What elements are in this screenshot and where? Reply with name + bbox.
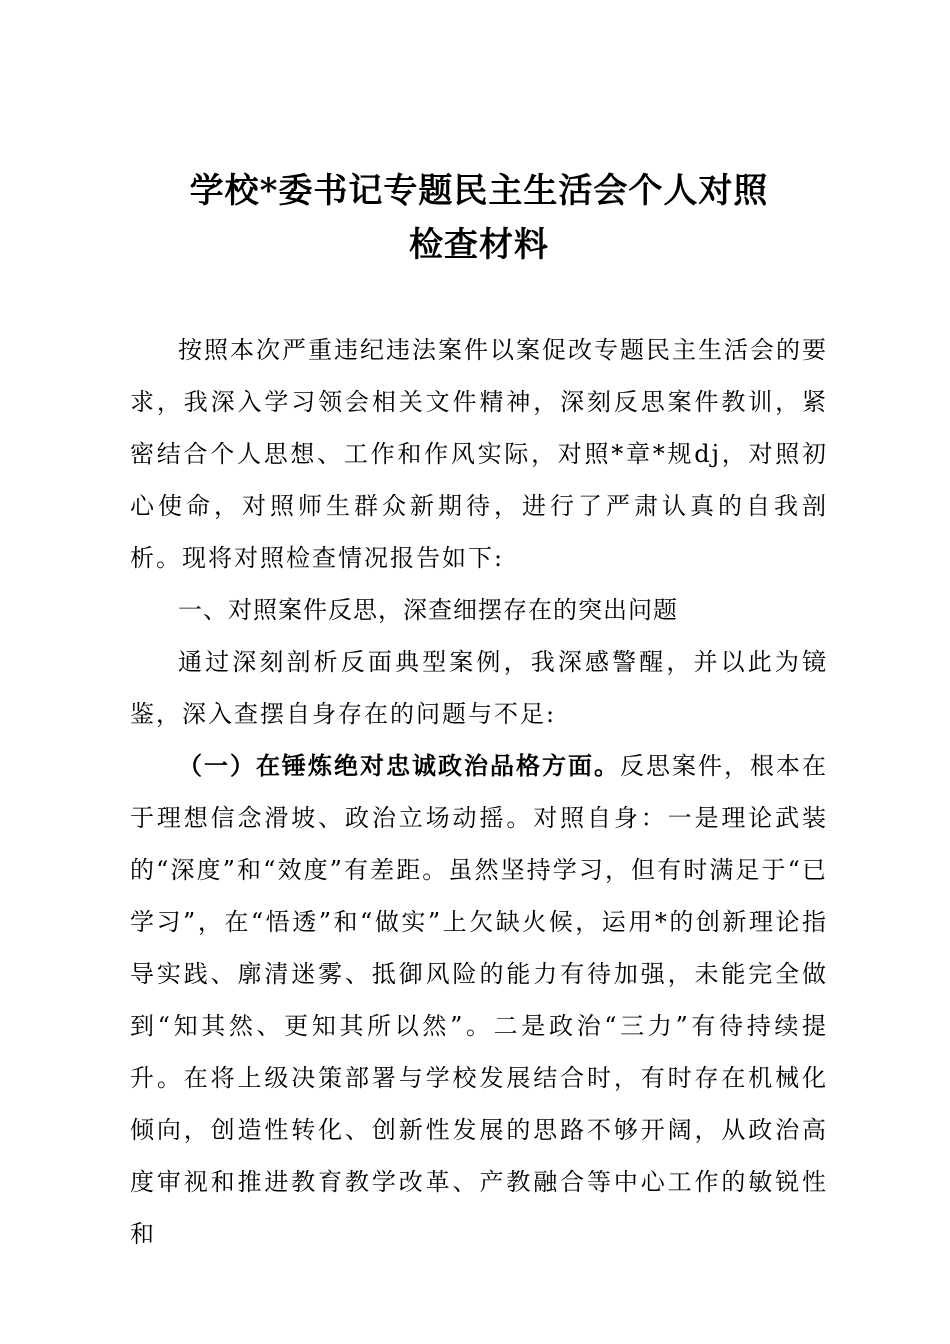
document-title-line-1: 学校*委书记专题民主生活会个人对照 [189,171,769,211]
subsection-1-text: 反思案件，根本在于理想信念滑坡、政治立场动摇。对照自身：一是理论武装的“深度”和“效度”有差距。虽然坚持学习，但有时满足于“已学习”，在“悟透”和“做实”上欠缺火候，运用*的创新理论指导实践、廓清迷雾、抵御风险的能力有待加强，未能完全做到“知其然、更知其所以然”。二是政治“三力”有待持续提升。在将上级决策部署与学校发展结合时，有时存在机械化倾向，创造性转化、创新性发展的思路不够开阔，从政治高度审视和推进教育教学改革、产教融合等中心工作的敏锐性和 [130,752,828,1248]
section-1-heading: 一、对照案件反思，深查细摆存在的突出问题 [178,596,678,624]
intro-paragraph: 按照本次严重违纪违法案件以案促改专题民主生活会的要求，我深入学习领会相关文件精神，深刻反思案件教训，紧密结合个人思想、工作和作风实际，对照*章*规dj，对照初心使命，对照师生群众新期待，进行了严肃认真的自我剖析。现将对照检查情况报告如下: [130,336,828,572]
document-title-line-2: 检查材料 [409,225,549,265]
section-1-intro-paragraph: 通过深刻剖析反面典型案例，我深感警醒，并以此为镜鉴，深入查摆自身存在的问题与不足: [130,648,828,728]
subsection-1-paragraph [130,740,828,1260]
subsection-1-heading: （一）在锤炼绝对忠诚政治品格方面。 [178,751,620,780]
document-body [130,324,828,1260]
